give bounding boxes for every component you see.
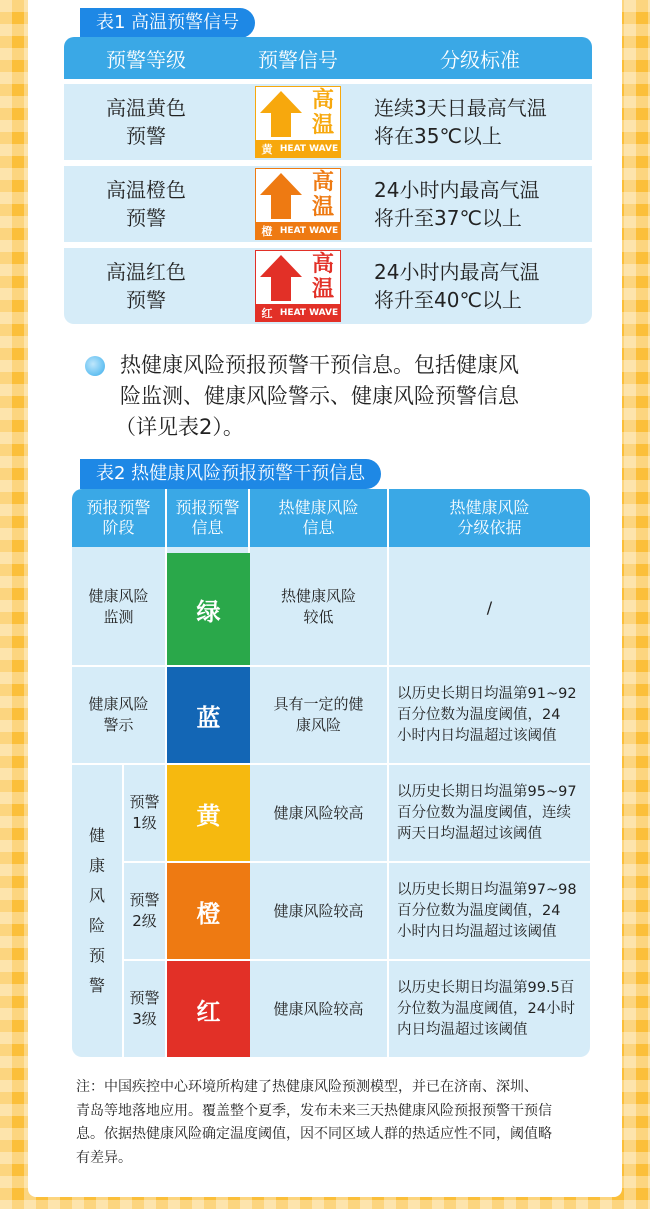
basis-line1: 以历史长期日均温第99.5百 (397, 979, 575, 996)
color-green: 绿 (167, 553, 250, 665)
stage-line2: 警示 (103, 716, 134, 734)
stage-char: 健 (88, 826, 105, 845)
stage-monitor (72, 549, 165, 665)
header-line1: 热健康风险 (278, 498, 359, 517)
stage-line2: 监测 (103, 608, 134, 626)
up-arrow-icon (258, 171, 304, 221)
level-line1: 高温黄色 (106, 96, 186, 120)
table1-row-yellow (64, 84, 592, 160)
sub-level-3 (124, 961, 165, 1057)
stage-line1: 健康风险 (88, 587, 149, 605)
standard-line1: 连续3天日最高气温 (374, 96, 547, 120)
note-line1: 注：中国疾控中心环境所构建了热健康风险预测模型，并已在济南、深圳、 (76, 1079, 538, 1095)
standard-line1: 24小时内最高气温 (374, 260, 540, 284)
level-cell (64, 94, 228, 150)
header-risk (250, 489, 389, 547)
basis-line3: 内日均温超过该阈值 (397, 1021, 528, 1038)
stage-warning (72, 765, 122, 1057)
basis-row4 (389, 863, 590, 959)
stage-line1: 健康风险 (88, 695, 149, 713)
signal-strip (256, 140, 340, 157)
color-red: 红 (167, 961, 250, 1057)
signal-strip (256, 222, 340, 239)
header-line1: 预报预警 (86, 498, 151, 517)
paragraph-line3: （详见表2）。 (115, 415, 244, 439)
orange-heat-signal-icon (255, 168, 341, 240)
signal-en: HEAT WAVE (279, 307, 339, 318)
signal-cn: 橙 (261, 224, 273, 238)
standard-line2: 将升至40℃以上 (374, 288, 522, 312)
standard-line2: 将在35℃以上 (374, 124, 502, 148)
header-line2: 分级依据 (457, 518, 522, 537)
basis-line1: 以历史长期日均温第91~92 (397, 685, 577, 702)
basis-line2: 分位数为温度阈值，24小时 (397, 1000, 575, 1017)
risk-line1: 热健康风险 (280, 587, 356, 605)
stage-alert (72, 667, 165, 763)
basis-line3: 两天日均温超过该阈值 (397, 825, 542, 842)
standard-line2: 将升至37℃以上 (374, 206, 522, 230)
color-orange: 橙 (167, 863, 250, 959)
table1-row-red (64, 248, 592, 324)
standard-cell (368, 176, 592, 232)
sub-level-1 (124, 765, 165, 861)
paragraph-line1: 热健康风险预报预警干预信息。包括健康风 (120, 353, 519, 377)
level-line2: 预警 (126, 288, 166, 312)
basis-row5 (389, 961, 590, 1057)
up-arrow-icon (258, 253, 304, 303)
sub-level-2 (124, 863, 165, 959)
table2-tag: 表2 热健康风险预报预警干预信息 (80, 459, 381, 489)
basis-row3 (389, 765, 590, 861)
basis-row1: / (486, 597, 493, 617)
basis-line1: 以历史长期日均温第97~98 (397, 881, 577, 898)
note-line3: 息。依据热健康风险确定温度阈值，因不同区域人群的热适应性不同，阈值略 (76, 1126, 552, 1142)
sub-line1: 预警 (129, 989, 160, 1007)
table1-row-orange (64, 166, 592, 242)
header-standard: 分级标准 (440, 47, 520, 72)
stage-char: 康 (88, 856, 105, 875)
stage-char: 预 (88, 946, 105, 965)
header-line2: 信息 (302, 518, 335, 537)
basis-line1: 以历史长期日均温第95~97 (397, 783, 577, 800)
risk-row1 (250, 549, 387, 665)
signal-en: HEAT WAVE (279, 143, 339, 154)
header-line1: 预报预警 (175, 498, 240, 517)
level-cell (64, 258, 228, 314)
bullet-dot-icon (85, 356, 105, 376)
table1-tag: 表1 高温预警信号 (80, 8, 255, 38)
sub-line1: 预警 (129, 793, 160, 811)
yellow-heat-signal-icon (255, 86, 341, 158)
table1-header (64, 37, 592, 79)
up-arrow-icon (258, 89, 304, 139)
note-line2: 青岛等地落地应用。覆盖整个夏季，发布未来三天热健康风险预报预警干预信 (76, 1102, 552, 1119)
signal-strip (256, 304, 340, 321)
signal-en: HEAT WAVE (279, 225, 339, 236)
risk-row5: 健康风险较高 (273, 999, 364, 1018)
level-line1: 高温橙色 (106, 178, 186, 202)
basis-row2 (389, 667, 590, 763)
header-level: 预警等级 (106, 47, 186, 72)
basis-line3: 小时内日均温超过该阈值 (397, 923, 557, 940)
header-line1: 热健康风险 (449, 498, 530, 517)
standard-cell (368, 258, 592, 314)
sub-line2: 1级 (132, 814, 157, 832)
header-info (167, 489, 250, 547)
level-line2: 预警 (126, 124, 166, 148)
heat-warning-signal-table (64, 37, 592, 324)
footnote (76, 1076, 592, 1170)
signal-cn: 黄 (261, 142, 273, 156)
risk-line2: 较低 (303, 608, 334, 626)
basis-line2: 百分位数为温度阈值，24 (397, 706, 561, 723)
stage-char: 险 (88, 916, 105, 935)
header-signal: 预警信号 (258, 47, 338, 72)
sub-line2: 3级 (132, 1010, 157, 1028)
red-heat-signal-icon (255, 250, 341, 322)
signal-cell (228, 250, 368, 322)
risk-line2: 康风险 (295, 716, 341, 734)
header-line2: 信息 (191, 518, 224, 537)
sub-line2: 2级 (132, 912, 157, 930)
signal-cell (228, 168, 368, 240)
risk-row3: 健康风险较高 (273, 803, 364, 822)
signal-text: 高温 (311, 252, 334, 302)
header-stage (72, 489, 167, 547)
header-line2: 阶段 (102, 518, 135, 537)
standard-cell (368, 94, 592, 150)
note-line4: 有差异。 (76, 1149, 132, 1166)
stage-char: 风 (88, 886, 105, 905)
level-line1: 高温红色 (106, 260, 186, 284)
sub-line1: 预警 (129, 891, 160, 909)
paragraph-line2: 险监测、健康风险警示、健康风险预警信息 (120, 384, 519, 408)
level-line2: 预警 (126, 206, 166, 230)
header-basis (389, 489, 590, 547)
basis-line2: 百分位数为温度阈值，24 (397, 902, 561, 919)
color-blue: 蓝 (167, 667, 250, 763)
basis-line3: 小时内日均温超过该阈值 (397, 727, 557, 744)
signal-text: 高温 (311, 88, 334, 138)
color-yellow: 黄 (167, 765, 250, 861)
signal-cell (228, 86, 368, 158)
heat-health-risk-table (72, 489, 590, 1057)
risk-row4: 健康风险较高 (273, 901, 364, 920)
risk-row2 (250, 667, 387, 763)
standard-line1: 24小时内最高气温 (374, 178, 540, 202)
stage-char: 警 (88, 976, 105, 995)
level-cell (64, 176, 228, 232)
risk-line1: 具有一定的健 (273, 695, 364, 713)
signal-cn: 红 (261, 306, 273, 320)
signal-text: 高温 (311, 170, 334, 220)
basis-line2: 百分位数为温度阈值，连续 (397, 804, 571, 821)
